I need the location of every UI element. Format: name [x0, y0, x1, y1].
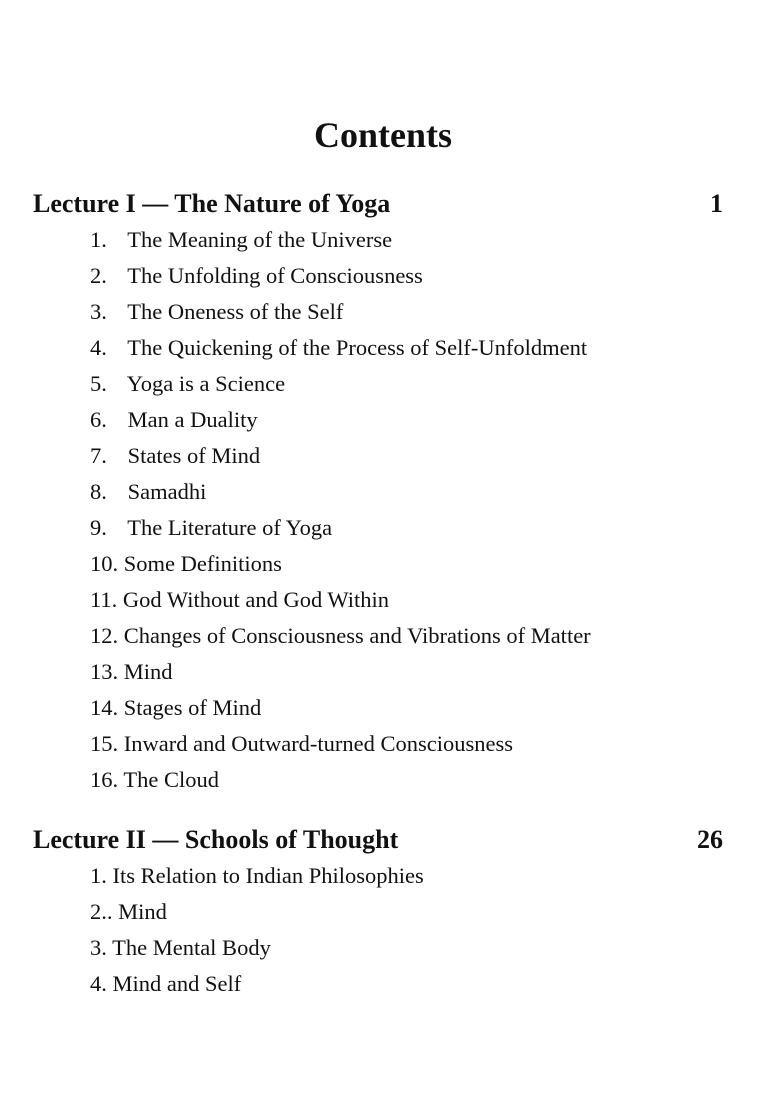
contents-entry — [33, 894, 723, 930]
entry-number: 1. — [90, 227, 107, 252]
contents-entry — [33, 546, 723, 582]
entry-title: Inward and Outward-turned Consciousness — [123, 731, 514, 756]
contents-entry — [33, 366, 723, 402]
entry-title: Some Definitions — [123, 551, 282, 576]
entry-title: Mind — [123, 659, 173, 684]
entry-number: 8. — [90, 479, 107, 504]
entry-number: 11. — [90, 587, 118, 612]
entry-number: 13. — [90, 659, 119, 684]
entry-title: Stages of Mind — [123, 695, 262, 720]
entry-number: 10. — [90, 551, 119, 576]
entry-title: States of Mind — [127, 443, 261, 468]
entry-number: 4. — [90, 335, 107, 360]
entry-number: 7. — [90, 443, 107, 468]
entry-number: 12. — [90, 623, 119, 648]
entry-title: Mind and Self — [112, 971, 242, 996]
contents-entry — [33, 258, 723, 294]
lecture-title: Lecture II — Schools of Thought — [33, 825, 399, 854]
contents-entry — [33, 654, 723, 690]
contents-entry — [33, 474, 723, 510]
entry-number: 3. — [90, 935, 107, 960]
entry-title: Its Relation to Indian Philosophies — [112, 863, 424, 888]
lecture-items — [33, 222, 723, 798]
entry-title: The Meaning of the Universe — [127, 227, 393, 252]
page-title: Contents — [313, 115, 452, 155]
entry-number: 3. — [90, 299, 107, 324]
contents-entry — [33, 582, 723, 618]
contents-entry — [33, 618, 723, 654]
entry-title: The Cloud — [123, 767, 219, 792]
entry-number: 5. — [90, 371, 107, 396]
entry-title: The Quickening of the Process of Self-Unfoldment — [127, 335, 588, 360]
contents-entry — [33, 966, 723, 1002]
entry-number: 2. — [90, 263, 107, 288]
entry-number: 16. — [90, 767, 119, 792]
entry-title: The Unfolding of Consciousness — [127, 263, 423, 288]
entry-number: 6. — [90, 407, 107, 432]
contents-entry — [33, 222, 723, 258]
entry-title: Mind — [118, 899, 167, 924]
contents-entry — [33, 330, 723, 366]
lecture-1-section — [33, 186, 723, 798]
lecture-heading — [33, 822, 723, 858]
contents-entry — [33, 438, 723, 474]
contents-entry — [33, 762, 723, 798]
lecture-title: Lecture I — The Nature of Yoga — [33, 189, 391, 218]
entry-title: The Mental Body — [112, 935, 271, 960]
entry-title: Changes of Consciousness and Vibrations of Matter — [123, 623, 591, 648]
entry-number: 1. — [90, 863, 107, 888]
entry-number: 9. — [90, 515, 107, 540]
contents-entry — [33, 402, 723, 438]
entry-title: Man a Duality — [127, 407, 258, 432]
contents-entry — [33, 858, 723, 894]
lecture-heading — [33, 186, 723, 222]
entry-title: The Oneness of the Self — [127, 299, 344, 324]
entry-number: 14. — [90, 695, 119, 720]
entry-number: 15. — [90, 731, 119, 756]
contents-entry — [33, 726, 723, 762]
lecture-items — [33, 858, 723, 1002]
entry-number: 2.. — [90, 899, 113, 924]
lecture-page-number: 1 — [710, 189, 723, 218]
entry-title: God Without and God Within — [122, 587, 390, 612]
entry-number: 4. — [90, 971, 107, 996]
contents-entry — [33, 690, 723, 726]
entry-title: The Literature of Yoga — [127, 515, 333, 540]
lecture-2-section — [33, 822, 723, 1002]
contents-entry — [33, 930, 723, 966]
contents-entry — [33, 294, 723, 330]
entry-title: Yoga is a Science — [126, 371, 286, 396]
contents-entry — [33, 510, 723, 546]
entry-title: Samadhi — [127, 479, 207, 504]
lecture-page-number: 26 — [697, 825, 723, 854]
